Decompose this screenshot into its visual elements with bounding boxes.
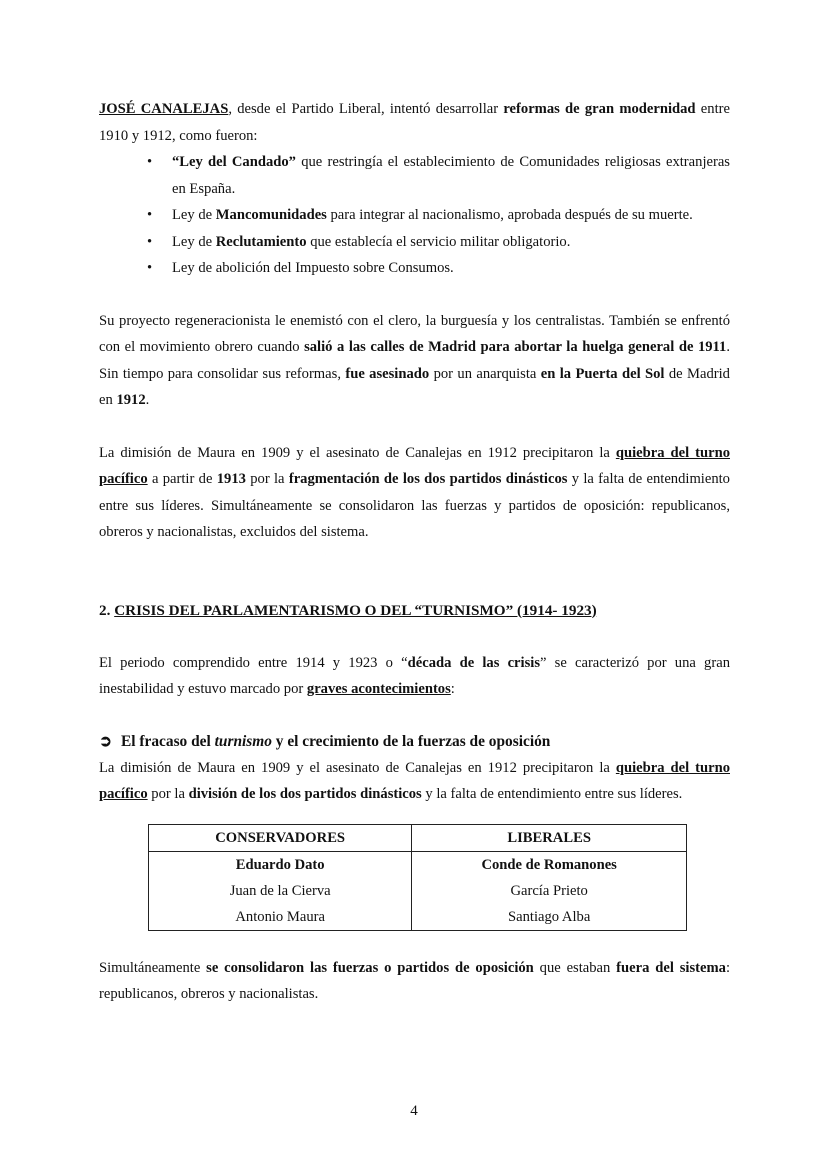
table-row bbox=[149, 904, 687, 931]
arrow-icon: ➲ bbox=[99, 732, 112, 750]
table-row bbox=[149, 851, 687, 878]
table-cell: Santiago Alba bbox=[412, 904, 687, 931]
list-item: • Ley de Reclutamiento que establecía el servicio militar obligatorio. bbox=[147, 229, 730, 256]
paragraph-decada-crisis: El periodo comprendido entre 1914 y 1923 o “década de las crisis” se caracterizó por una gran inestabilidad y estuvo marcado por graves acontecimientos: bbox=[99, 654, 730, 697]
table-cell: Juan de la Cierva bbox=[149, 878, 412, 904]
page-number: 4 bbox=[410, 1103, 418, 1119]
paragraph-regeneracionista: Su proyecto regeneracionista le enemistó con el clero, la burguesía y los centralistas. También se enfrentó con el movimiento obrero cuando salió a las calles de Madrid para abortar la huelga general de 1911. Sin tiempo para consolidar sus reformas, fue asesinado por un anarquista en la Puerta del Sol de Madrid en 1912. bbox=[99, 312, 730, 408]
paragraph-oposicion: Simultáneamente se consolidaron las fuerzas o partidos de oposición que estaban fuera del sistema: republicanos, obreros y nacionalistas. bbox=[99, 959, 730, 1002]
column-header-liberales: LIBERALES bbox=[412, 824, 687, 851]
table-cell: Eduardo Dato bbox=[149, 851, 412, 878]
canalejas-name: JOSÉ CANALEJAS bbox=[99, 101, 229, 117]
list-item: • Ley de Mancomunidades para integrar al nacionalismo, aprobada después de su muerte. bbox=[147, 202, 730, 229]
paragraph-quiebra-turno: La dimisión de Maura en 1909 y el asesinato de Canalejas en 1912 precipitaron la quiebra del turno pacífico a partir de 1913 por la fragmentación de los dos partidos dinásticos y la falta de entendimiento entre sus líderes. Simultáneamente se consolidaron las fuerzas y partidos de oposición: republicanos, obreros y nacionalistas, excluidos del sistema. bbox=[99, 444, 730, 540]
table-header-row bbox=[149, 824, 687, 851]
reforms-list bbox=[99, 149, 730, 282]
parties-table bbox=[148, 824, 687, 931]
paragraph-canalejas: JOSÉ CANALEJAS, desde el Partido Liberal, intentó desarrollar reformas de gran modernidad entre 1910 y 1912, como fueron: bbox=[99, 101, 730, 144]
section-heading: 2. CRISIS DEL PARLAMENTARISMO O DEL “TURNISMO” (1914- 1923) bbox=[99, 601, 597, 619]
list-item: • Ley de abolición del Impuesto sobre Consumos. bbox=[147, 255, 730, 282]
column-header-conservadores: CONSERVADORES bbox=[149, 824, 412, 851]
table-cell: García Prieto bbox=[412, 878, 687, 904]
paragraph-division-partidos: La dimisión de Maura en 1909 y el asesinato de Canalejas en 1912 precipitaron la quiebra del turno pacífico por la división de los dos partidos dinásticos y la falta de entendimiento entre sus líderes. bbox=[99, 759, 730, 802]
list-item: • “Ley del Candado” que restringía el establecimiento de Comunidades religiosas extranjeras en España. bbox=[147, 149, 730, 202]
table-row bbox=[149, 878, 687, 904]
document-page bbox=[99, 96, 730, 1008]
table-cell: Conde de Romanones bbox=[412, 851, 687, 878]
table-cell: Antonio Maura bbox=[149, 904, 412, 931]
subsection-heading: ➲ El fracaso del turnismo y el crecimiento de la fuerzas de oposición bbox=[99, 729, 730, 755]
